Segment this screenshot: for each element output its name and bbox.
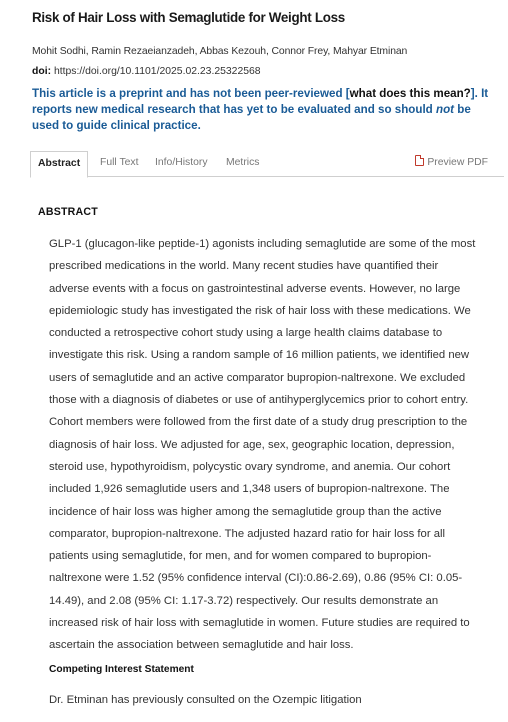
abstract-line: Cohort members were followed from the first date of a study drug prescription to the <box>49 416 468 429</box>
notice-text-mid: ]. It reports new medical research that has yet to be evaluated and so should <box>32 87 489 116</box>
what-does-this-mean-link[interactable]: what does this mean? <box>349 87 471 100</box>
doi-link[interactable]: https://doi.org/10.1101/2025.02.23.25322568 <box>53 66 261 77</box>
abstract-line: users of semaglutide and an active comparator bupropion-naltrexone. We excluded <box>49 371 466 384</box>
abstract-line: steroid use, hypothyroidism, polycystic ovary syndrome, and anemia. Our cohort <box>49 460 451 473</box>
preprint-notice <box>32 86 494 134</box>
abstract-line: increased risk of hair loss with semaglutide in women. Future studies are required to <box>49 617 470 630</box>
abstract-line: comparator, bupropion-naltrexone. The adjusted hazard ratio for hair loss for all <box>49 527 446 540</box>
pdf-file-icon <box>415 155 424 166</box>
abstract-line: patients using semaglutide, for men, and for women compared to bupropion- <box>49 550 432 563</box>
abstract-line: diagnosis of hair loss. We adjusted for age, sex, geographic location, depression, <box>49 438 455 451</box>
abstract-line: GLP-1 (glucagon-like peptide-1) agonists including semaglutide are some of the most <box>49 238 476 250</box>
tab-metrics[interactable]: Metrics <box>226 157 260 168</box>
notice-emphasis: not <box>435 103 455 116</box>
notice-text-before: This article is a preprint and has not been peer-reviewed [ <box>32 87 350 100</box>
tab-abstract[interactable]: Abstract <box>30 151 88 178</box>
doi-line <box>32 66 261 77</box>
preview-pdf-label: Preview PDF <box>427 157 488 168</box>
competing-interest-heading: Competing Interest Statement <box>49 664 194 675</box>
abstract-line: ascertain the association between semaglutide and hair loss. <box>49 639 354 652</box>
doi-label: doi: <box>32 66 52 77</box>
notice-text-after: be used to guide clinical practice. <box>32 103 471 132</box>
abstract-line: investigate this risk. Using a random sample of 16 million patients, we identified new <box>49 349 470 362</box>
author-list[interactable]: Mohit Sodhi, Ramin Rezaeianzadeh, Abbas Kezouh, Connor Frey, Mahyar Etminan <box>32 46 408 57</box>
competing-interest-text: Dr. Etminan has previously consulted on the Ozempic litigation <box>49 694 362 706</box>
abstract-line: prescribed medications in the world. Many recent studies have quantified their <box>49 260 439 273</box>
abstract-line: epidemiologic study has investigated the risk of hair loss with these medications. We <box>49 304 471 317</box>
tab-full-text[interactable]: Full Text <box>100 157 139 168</box>
abstract-line: those with a diagnosis of diabetes or use of antihyperglycemics prior to cohort entry. <box>49 394 469 407</box>
abstract-line: naltrexone were 1.52 (95% confidence interval (CI):0.86-2.69), 0.86 (95% CI: 0.05- <box>49 572 463 585</box>
abstract-body <box>49 233 501 657</box>
abstract-line: included 1,926 semaglutide users and 1,348 users of bupropion-naltrexone. The <box>49 483 450 496</box>
abstract-heading: ABSTRACT <box>38 206 98 218</box>
tab-info-history[interactable]: Info/History <box>155 157 208 168</box>
preview-pdf-link[interactable] <box>415 151 488 175</box>
abstract-line: 14.49), and 2.08 (95% CI: 1.17-3.72) respectively. Our results demonstrate an <box>49 594 439 607</box>
abstract-line: conducted a retrospective cohort study using a large health claims database to <box>49 327 443 340</box>
article-title: Risk of Hair Loss with Semaglutide for Weight Loss <box>32 10 345 25</box>
abstract-line: adverse events with a focus on gastrointestinal adverse events. However, no large <box>49 282 461 295</box>
abstract-line: incidence of hair loss was higher among the semaglutide group than the active <box>49 505 442 518</box>
article-tabs <box>30 151 504 177</box>
